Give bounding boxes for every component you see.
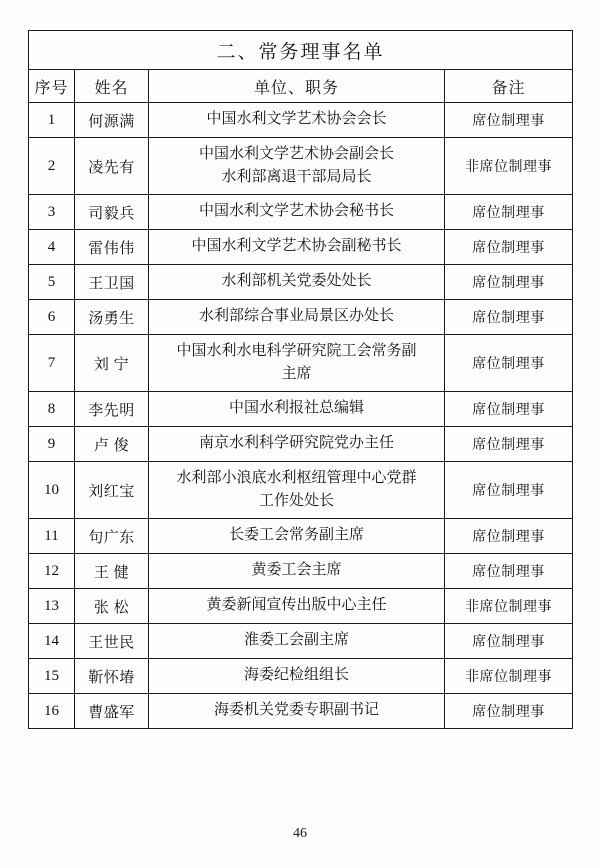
row-note: 非席位制理事 <box>445 589 573 624</box>
row-person-name: 王世民 <box>75 624 149 659</box>
row-unit-line: 黄委新闻宣传出版中心主任 <box>206 597 387 614</box>
table-row <box>29 694 573 729</box>
row-note: 席位制理事 <box>445 427 573 462</box>
row-index: 5 <box>29 265 75 300</box>
row-note: 非席位制理事 <box>445 659 573 694</box>
row-person-name: 何源满 <box>75 103 149 138</box>
row-person-name: 靳怀堾 <box>75 659 149 694</box>
row-note: 席位制理事 <box>445 300 573 335</box>
row-unit-position <box>149 554 445 589</box>
column-header-name: 姓名 <box>75 70 149 103</box>
row-note: 席位制理事 <box>445 554 573 589</box>
table-row <box>29 554 573 589</box>
row-person-name: 凌先有 <box>75 138 149 195</box>
table-row <box>29 462 573 519</box>
row-index: 1 <box>29 103 75 138</box>
row-person-name: 刘 宁 <box>75 335 149 392</box>
row-index: 3 <box>29 195 75 230</box>
row-unit-line: 长委工会常务副主席 <box>228 527 364 544</box>
table-row <box>29 519 573 554</box>
row-note: 席位制理事 <box>445 230 573 265</box>
row-unit-line: 中国水利文学艺术协会副会长 <box>198 145 394 162</box>
table-row <box>29 427 573 462</box>
row-index: 12 <box>29 554 75 589</box>
row-note: 席位制理事 <box>445 462 573 519</box>
row-unit-line: 海委机关党委专职副书记 <box>213 702 379 719</box>
row-person-name: 王 健 <box>75 554 149 589</box>
row-unit-position <box>149 265 445 300</box>
row-unit-line: 水利部综合事业局景区办处长 <box>198 308 394 325</box>
page-number: 46 <box>293 826 307 841</box>
row-note: 席位制理事 <box>445 265 573 300</box>
row-unit-line: 中国水利水电科学研究院工会常务副 <box>176 342 417 359</box>
row-index: 15 <box>29 659 75 694</box>
row-note: 席位制理事 <box>445 335 573 392</box>
table-title-row <box>29 31 573 70</box>
table-row <box>29 392 573 427</box>
row-note: 席位制理事 <box>445 694 573 729</box>
row-unit-position <box>149 138 445 195</box>
table-row <box>29 138 573 195</box>
row-unit-position <box>149 659 445 694</box>
row-person-name: 雷伟伟 <box>75 230 149 265</box>
table-row <box>29 659 573 694</box>
roster-table-container <box>28 30 572 729</box>
table-row <box>29 335 573 392</box>
row-index: 2 <box>29 138 75 195</box>
row-index: 7 <box>29 335 75 392</box>
row-unit-position <box>149 195 445 230</box>
row-person-name: 张 松 <box>75 589 149 624</box>
row-unit-position <box>149 103 445 138</box>
row-unit-position <box>149 519 445 554</box>
row-unit-line: 水利部机关党委处处长 <box>221 273 372 290</box>
row-unit-position <box>149 392 445 427</box>
table-row <box>29 103 573 138</box>
row-note: 席位制理事 <box>445 624 573 659</box>
row-unit-line: 黄委工会主席 <box>251 562 342 579</box>
row-unit-line: 水利部离退干部局局长 <box>221 169 372 185</box>
row-index: 11 <box>29 519 75 554</box>
row-note: 非席位制理事 <box>445 138 573 195</box>
row-unit-line: 主席 <box>281 366 312 382</box>
row-person-name: 曹盛军 <box>75 694 149 729</box>
row-unit-line: 工作处处长 <box>258 493 334 509</box>
row-index: 13 <box>29 589 75 624</box>
row-index: 6 <box>29 300 75 335</box>
row-person-name: 汤勇生 <box>75 300 149 335</box>
row-person-name: 卢 俊 <box>75 427 149 462</box>
row-person-name: 司毅兵 <box>75 195 149 230</box>
row-person-name: 李先明 <box>75 392 149 427</box>
roster-table <box>28 30 573 729</box>
row-unit-position <box>149 624 445 659</box>
row-note: 席位制理事 <box>445 392 573 427</box>
row-unit-position <box>149 462 445 519</box>
row-note: 席位制理事 <box>445 195 573 230</box>
table-row <box>29 265 573 300</box>
row-note: 席位制理事 <box>445 519 573 554</box>
row-index: 16 <box>29 694 75 729</box>
row-unit-line: 海委纪检组组长 <box>243 667 349 684</box>
row-unit-position <box>149 694 445 729</box>
row-index: 10 <box>29 462 75 519</box>
row-unit-line: 中国水利报社总编辑 <box>228 400 364 417</box>
row-person-name: 刘红宝 <box>75 462 149 519</box>
row-index: 14 <box>29 624 75 659</box>
page-title: 二、常务理事名单 <box>29 31 573 70</box>
table-row <box>29 230 573 265</box>
row-unit-line: 中国水利文学艺术协会秘书长 <box>198 203 394 220</box>
row-unit-position <box>149 589 445 624</box>
table-row <box>29 195 573 230</box>
table-row <box>29 589 573 624</box>
row-unit-line: 南京水利科学研究院党办主任 <box>198 435 394 452</box>
table-header-row <box>29 70 573 103</box>
row-person-name: 句广东 <box>75 519 149 554</box>
column-header-index: 序号 <box>29 70 75 103</box>
row-unit-position <box>149 427 445 462</box>
row-unit-line: 水利部小浪底水利枢纽管理中心党群 <box>176 469 417 486</box>
row-note: 席位制理事 <box>445 103 573 138</box>
row-unit-line: 淮委工会副主席 <box>243 632 349 649</box>
row-index: 9 <box>29 427 75 462</box>
row-unit-line: 中国水利文学艺术协会会长 <box>206 111 387 128</box>
row-unit-line: 中国水利文学艺术协会副秘书长 <box>191 238 402 255</box>
row-unit-position <box>149 230 445 265</box>
row-unit-position <box>149 335 445 392</box>
column-header-note: 备注 <box>445 70 573 103</box>
table-row <box>29 300 573 335</box>
table-row <box>29 624 573 659</box>
row-person-name: 王卫国 <box>75 265 149 300</box>
row-index: 4 <box>29 230 75 265</box>
row-unit-position <box>149 300 445 335</box>
column-header-unit: 单位、职务 <box>149 70 445 103</box>
row-index: 8 <box>29 392 75 427</box>
